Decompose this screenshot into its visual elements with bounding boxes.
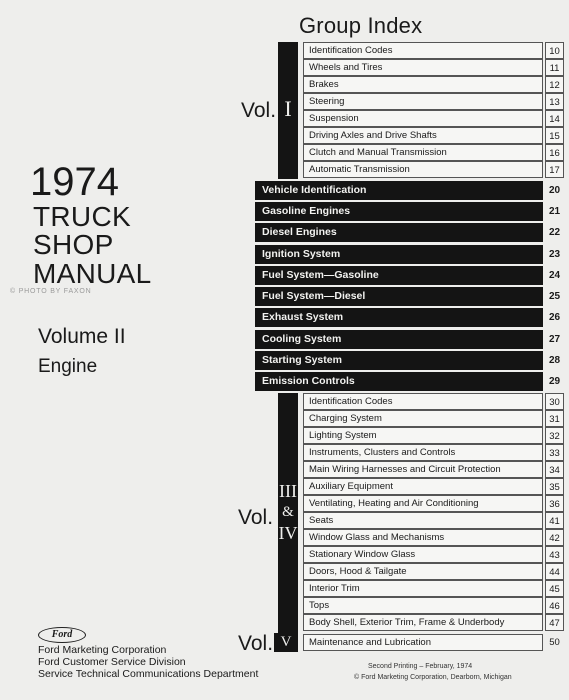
- index-page-number: 41: [545, 512, 564, 529]
- index-page-number: 12: [545, 76, 564, 93]
- index-row-vol34: Interior Trim: [303, 580, 543, 597]
- index-page-number: 24: [548, 270, 561, 281]
- vol-1-label: Vol.: [241, 99, 277, 122]
- index-row-vol34: Auxiliary Equipment: [303, 478, 543, 495]
- index-row-vol2: Starting System: [255, 351, 543, 370]
- index-row-vol1: Clutch and Manual Transmission: [303, 144, 543, 161]
- cover-subject: Engine: [38, 356, 98, 377]
- index-row-vol2: Fuel System—Gasoline: [255, 266, 543, 285]
- index-row-vol1: Identification Codes: [303, 42, 543, 59]
- index-page-number: 45: [545, 580, 564, 597]
- index-page-number: 27: [548, 334, 561, 345]
- index-row-vol2: Exhaust System: [255, 308, 543, 327]
- index-row-vol34: Tops: [303, 597, 543, 614]
- index-page-number: 11: [545, 59, 564, 76]
- vol-5-bar: [274, 633, 298, 652]
- cover-title-line: MANUAL: [33, 258, 152, 289]
- index-page-number: 43: [545, 546, 564, 563]
- index-row-vol34: Doors, Hood & Tailgate: [303, 563, 543, 580]
- cover-volume: Volume II: [38, 325, 126, 348]
- index-row-vol2: Vehicle Identification: [255, 181, 543, 200]
- vol-34-numeral-bottom: IV: [278, 523, 298, 543]
- index-row-vol1: Driving Axles and Drive Shafts: [303, 127, 543, 144]
- index-row-vol1: Brakes: [303, 76, 543, 93]
- index-row-vol34: Body Shell, Exterior Trim, Frame & Underbody: [303, 614, 543, 631]
- index-page-number: 13: [545, 93, 564, 110]
- vol-34-ampersand: &: [282, 504, 294, 520]
- index-page-number: 42: [545, 529, 564, 546]
- ford-logo: Ford: [38, 627, 86, 643]
- index-page-number: 29: [548, 376, 561, 387]
- index-row-vol34: Identification Codes: [303, 393, 543, 410]
- cover-title-line: TRUCK: [33, 201, 131, 232]
- vol-5-label: Vol.: [238, 632, 274, 655]
- index-row-vol2: Cooling System: [255, 330, 543, 349]
- index-row-vol34: Ventilating, Heating and Air Conditioning: [303, 495, 543, 512]
- index-page-number: 30: [545, 393, 564, 410]
- vol-34-label: Vol.: [238, 506, 274, 529]
- index-row-vol2: Gasoline Engines: [255, 202, 543, 221]
- index-page-number: 33: [545, 444, 564, 461]
- index-row-vol2: Diesel Engines: [255, 223, 543, 242]
- cover-year: 1974: [30, 160, 119, 204]
- index-row-vol34: Lighting System: [303, 427, 543, 444]
- index-row-vol1: Wheels and Tires: [303, 59, 543, 76]
- index-page-number: 46: [545, 597, 564, 614]
- index-page-number: 16: [545, 144, 564, 161]
- vol-1-numeral: I: [284, 96, 292, 121]
- index-page-number: 17: [545, 161, 564, 178]
- vol-34-numeral-top: III: [279, 481, 297, 501]
- index-row-vol34: Stationary Window Glass: [303, 546, 543, 563]
- index-row-vol2: Emission Controls: [255, 372, 543, 391]
- index-row-vol34: Charging System: [303, 410, 543, 427]
- index-page-number: 10: [545, 42, 564, 59]
- index-page-number: 34: [545, 461, 564, 478]
- index-row-vol1: Steering: [303, 93, 543, 110]
- cover-title-line: SHOP: [33, 229, 114, 260]
- org-line: Ford Marketing Corporation: [38, 644, 167, 656]
- index-row-vol34: Seats: [303, 512, 543, 529]
- index-row-vol1: Automatic Transmission: [303, 161, 543, 178]
- vol-5-numeral: V: [280, 634, 292, 650]
- printing-note: Second Printing – February, 1974: [368, 663, 473, 670]
- index-page-number: 20: [548, 185, 561, 196]
- index-row-vol34: Main Wiring Harnesses and Circuit Protection: [303, 461, 543, 478]
- vol-34-bar: [278, 393, 298, 633]
- group-index-title: Group Index: [299, 13, 423, 38]
- index-row-vol34: Window Glass and Mechanisms: [303, 529, 543, 546]
- index-row-vol2: Ignition System: [255, 245, 543, 264]
- index-page-number: 14: [545, 110, 564, 127]
- index-page-number: 36: [545, 495, 564, 512]
- index-row-vol5: Maintenance and Lubrication: [303, 634, 543, 651]
- index-page-number: 31: [545, 410, 564, 427]
- org-line: Service Technical Communications Department: [38, 668, 259, 680]
- index-page-number: 47: [545, 614, 564, 631]
- index-page-number: 44: [545, 563, 564, 580]
- index-page-number: 23: [548, 249, 561, 260]
- org-line: Ford Customer Service Division: [38, 656, 186, 668]
- index-row-vol1: Suspension: [303, 110, 543, 127]
- index-page-number: 15: [545, 127, 564, 144]
- index-row-vol2: Fuel System—Diesel: [255, 287, 543, 306]
- index-page-number: 22: [548, 227, 561, 238]
- index-page-number: 28: [548, 355, 561, 366]
- index-page-number: 32: [545, 427, 564, 444]
- copyright-note: © Ford Marketing Corporation, Dearborn, Michigan: [354, 674, 512, 681]
- index-page-number: 50: [549, 637, 560, 648]
- photo-watermark: © PHOTO BY FAXON: [10, 288, 92, 295]
- index-row-vol34: Instruments, Clusters and Controls: [303, 444, 543, 461]
- index-page-number: 26: [548, 312, 561, 323]
- index-page-number: 21: [548, 206, 561, 217]
- index-page-number: 35: [545, 478, 564, 495]
- index-page-number: 25: [548, 291, 561, 302]
- vol-1-bar: [278, 42, 298, 179]
